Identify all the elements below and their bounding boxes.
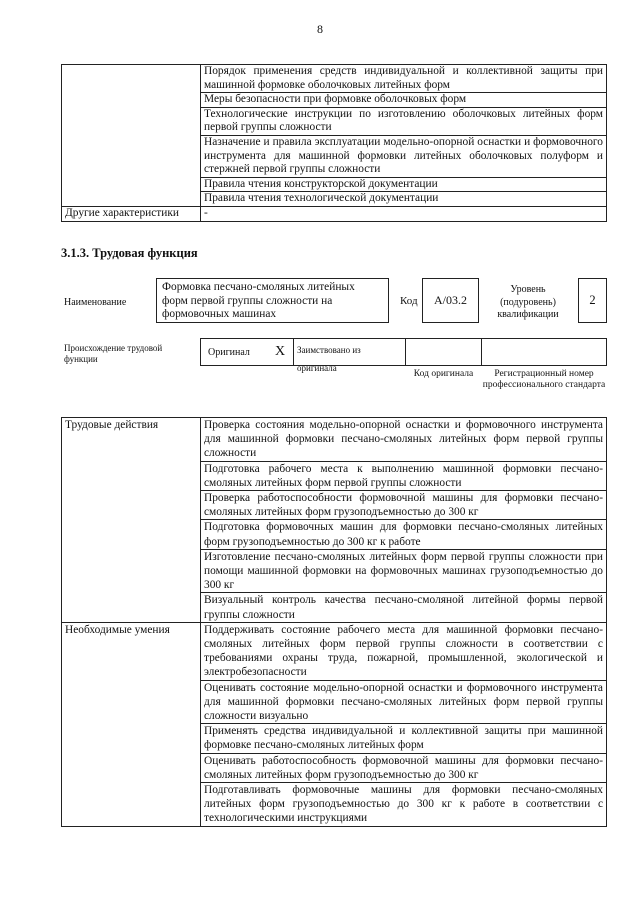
other-characteristics-label: Другие характеристики <box>62 206 201 221</box>
function-code-box: А/03.2 <box>422 278 479 323</box>
page-number: 8 <box>317 22 323 36</box>
knowledge-item: Назначение и правила эксплуатации модельно-опорной оснастки и формовочного инструмента для машинной формовки литейных оболочковых полуформ и стержней первой группы сложности <box>201 135 607 177</box>
skill-item: Подготавливать формовочные машины для формовки песчано-смоляных литейных форм грузоподъемностью до 300 кг к работе в соответствии с технологическими инструкциями <box>201 783 607 827</box>
other-characteristics-value: - <box>201 206 607 221</box>
required-skills-label: Необходимые умения <box>62 622 201 826</box>
borrowed-label: Заимствовано из оригинала <box>297 345 361 373</box>
reg-number-box <box>481 338 607 366</box>
labor-action-item: Изготовление песчано-смоляных литейных форм первой группы сложности при помощи машинной формовки на формовочных машинах грузоподъемностью до 300 кг <box>201 549 607 593</box>
knowledge-label-cell <box>62 65 201 207</box>
knowledge-item: Правила чтения технологической документации <box>201 192 607 207</box>
knowledge-item: Правила чтения конструкторской документации <box>201 177 607 192</box>
knowledge-item: Порядок применения средств индивидуальной и коллективной защиты при машинной формовке оболочковых литейных форм <box>201 65 607 93</box>
function-details-table <box>61 417 607 827</box>
labor-actions-label: Трудовые действия <box>62 418 201 623</box>
level-label: Уровень (подуровень) квалификации <box>497 284 559 320</box>
borrowed-box <box>293 338 406 373</box>
labor-action-item: Подготовка рабочего места к выполнению машинной формовки песчано-смоляных литейных форм первой группы сложности <box>201 461 607 490</box>
name-label: Наименование <box>64 297 127 308</box>
labor-action-item: Проверка работоспособности формовочной машины для формовки песчано-смоляных литейных форм грузоподъемностью до 300 кг <box>201 491 607 520</box>
knowledge-item: Меры безопасности при формовке оболочковых форм <box>201 93 607 108</box>
table-row <box>62 418 607 462</box>
code-label: Код <box>400 295 418 307</box>
original-mark: X <box>275 344 286 359</box>
skill-item: Поддерживать состояние рабочего места для машинной формовки песчано-смоляных литейных форм первой группы сложности в соответствии с требованиями охраны труда, пожарной, промышленной, экологической и электробезопасности <box>201 622 607 680</box>
knowledge-table <box>61 64 607 222</box>
labor-action-item: Подготовка формовочных машин для формовки песчано-смоляных литейных форм грузоподъемностью до 300 кг к работе <box>201 520 607 549</box>
original-label: Оригинал <box>208 347 250 358</box>
skill-item: Оценивать работоспособность формовочной машины для формовки песчано-смоляных литейных форм грузоподъемностью до 300 кг <box>201 753 607 782</box>
labor-action-item: Проверка состояния модельно-опорной оснастки и формовочного инструмента для машинной формовки песчано-смоляных литейных форм первой группы сложности <box>201 418 607 462</box>
function-name-box: Формовка песчано-смоляных литейных форм первой группы сложности на формовочных машинах <box>156 278 389 323</box>
original-box <box>200 338 294 366</box>
level-value-box: 2 <box>578 278 607 323</box>
table-row <box>62 206 607 221</box>
labor-action-item: Визуальный контроль качества песчано-смоляной литейной формы первой группы сложности <box>201 593 607 622</box>
section-title: 3.1.3. Трудовая функция <box>61 246 198 260</box>
table-row <box>62 622 607 680</box>
reg-number-label: Регистрационный номер профессионального стандарта <box>482 369 606 390</box>
code-original-label: Код оригинала <box>413 369 474 379</box>
code-original-box <box>405 338 482 366</box>
table-row <box>62 65 607 93</box>
origin-label: Происхождение трудовой функции <box>64 343 163 364</box>
knowledge-item: Технологические инструкции по изготовлению оболочковых литейных форм первой группы сложности <box>201 107 607 135</box>
skill-item: Оценивать состояние модельно-опорной оснастки и формовочного инструмента для машинной формовки песчано-смоляных литейных форм первой группы сложности визуально <box>201 680 607 724</box>
skill-item: Применять средства индивидуальной и коллективной защиты при машинной формовке песчано-смоляных литейных форм <box>201 724 607 753</box>
